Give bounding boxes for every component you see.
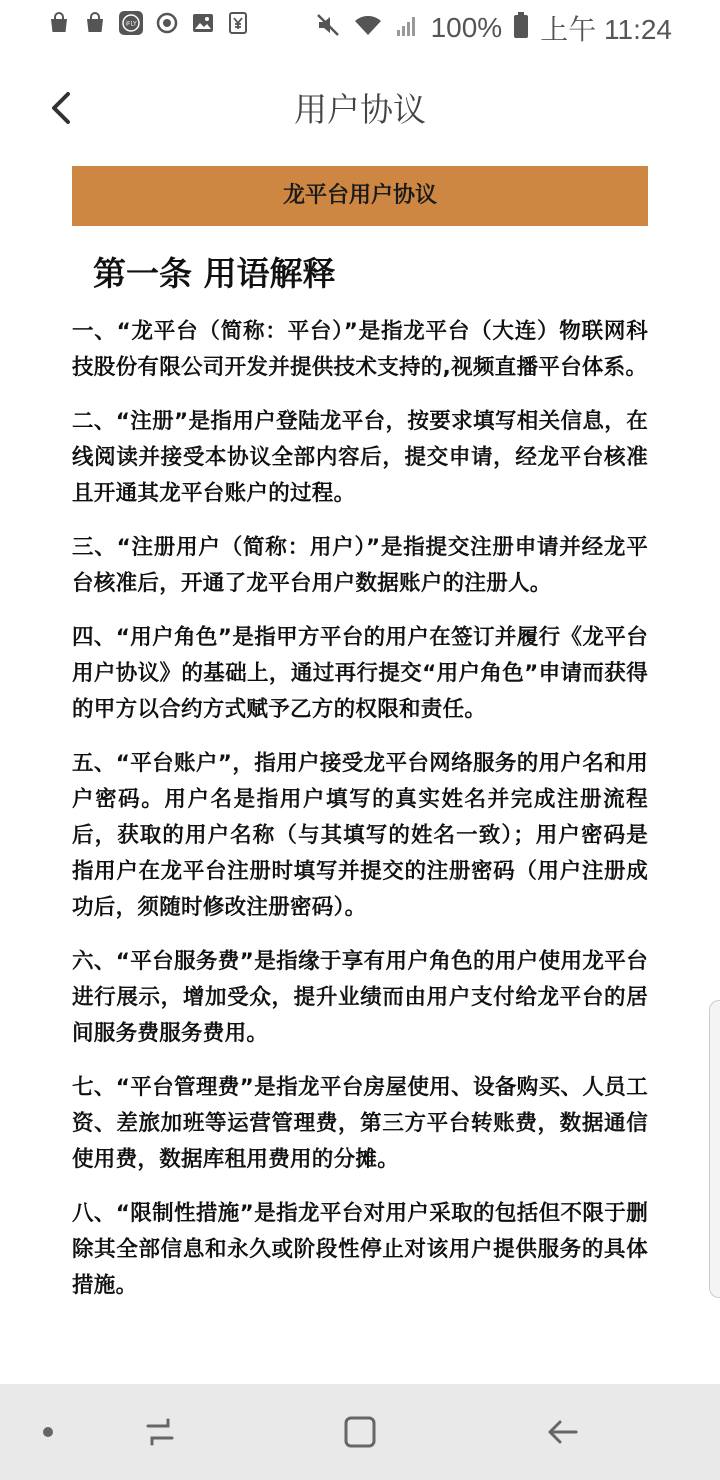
mute-icon bbox=[315, 12, 341, 45]
agreement-content bbox=[72, 314, 648, 1322]
clock: 上午 11:24 bbox=[540, 14, 672, 45]
back-arrow-icon bbox=[542, 1412, 582, 1452]
paragraph: 三、“注册用户（简称：用户）”是指提交注册申请并经龙平台核准后，开通了龙平台用户数据账户的注册人。 bbox=[72, 535, 648, 596]
paragraph: 七、“平台管理费”是指龙平台房屋使用、设备购买、人员工资、差旅加班等运营管理费，第三方平台转账费，数据通信使用费，数据库租用费用的分摊。 bbox=[72, 1075, 648, 1172]
dot-icon bbox=[41, 1425, 55, 1439]
sync-icon bbox=[154, 10, 180, 36]
page-title: 用户协议 bbox=[294, 90, 426, 129]
section-title: 第一条 用语解释 bbox=[93, 254, 336, 293]
app-header bbox=[0, 60, 720, 156]
home-button[interactable] bbox=[338, 1410, 382, 1454]
back-nav-button[interactable] bbox=[540, 1410, 584, 1454]
system-nav-bar bbox=[0, 1384, 720, 1480]
yuan-icon bbox=[226, 10, 252, 36]
battery-percent: 100% bbox=[430, 12, 503, 43]
recent-apps-button[interactable] bbox=[138, 1410, 182, 1454]
signal-icon bbox=[395, 12, 419, 45]
paragraph: 八、“限制性措施”是指龙平台对用户采取的包括但不限于删除其全部信息和永久或阶段性停止对该用户提供服务的具体措施。 bbox=[72, 1201, 648, 1298]
paragraph: 二、“注册”是指用户登陆龙平台，按要求填写相关信息，在线阅读并接受本协议全部内容后，提交申请，经龙平台核准且开通其龙平台账户的过程。 bbox=[72, 409, 648, 506]
ifly-icon bbox=[118, 10, 144, 36]
status-bar bbox=[0, 0, 720, 50]
agreement-banner: 龙平台用户协议 bbox=[72, 166, 648, 226]
svg-text:iFLY: iFLY bbox=[125, 20, 137, 28]
paragraph: 四、“用户角色”是指甲方平台的用户在签订并履行《龙平台用户协议》的基础上，通过再行提交“用户角色”申请而获得的甲方以合约方式赋予乙方的权限和责任。 bbox=[72, 625, 648, 722]
shopping-bag-icon bbox=[82, 10, 108, 36]
home-icon bbox=[340, 1412, 380, 1452]
paragraph: 五、“平台账户”，指用户接受龙平台网络服务的用户名和用户密码。用户名是指用户填写的真实姓名并完成注册流程后，获取的用户名称（与其填写的姓名一致）；用户密码是指用户在龙平台注册时填写并提交的注册密码（用户注册成功后，须随时修改注册密码）。 bbox=[72, 751, 648, 920]
wifi-icon bbox=[353, 12, 383, 45]
paragraph: 六、“平台服务费”是指缘于享有用户角色的用户使用龙平台进行展示，增加受众，提升业绩而由用户支付给龙平台的居间服务费服务费用。 bbox=[72, 949, 648, 1046]
image-icon bbox=[190, 10, 216, 36]
recent-apps-icon bbox=[140, 1412, 180, 1452]
scroll-indicator[interactable] bbox=[709, 1000, 720, 1298]
nav-dot-button[interactable] bbox=[26, 1410, 70, 1454]
shopping-bag-icon bbox=[46, 10, 72, 36]
battery-icon bbox=[514, 12, 528, 45]
paragraph: 一、“龙平台（简称：平台）”是指龙平台（大连）物联网科技股份有限公司开发并提供技术支持的,视频直播平台体系。 bbox=[72, 319, 648, 380]
